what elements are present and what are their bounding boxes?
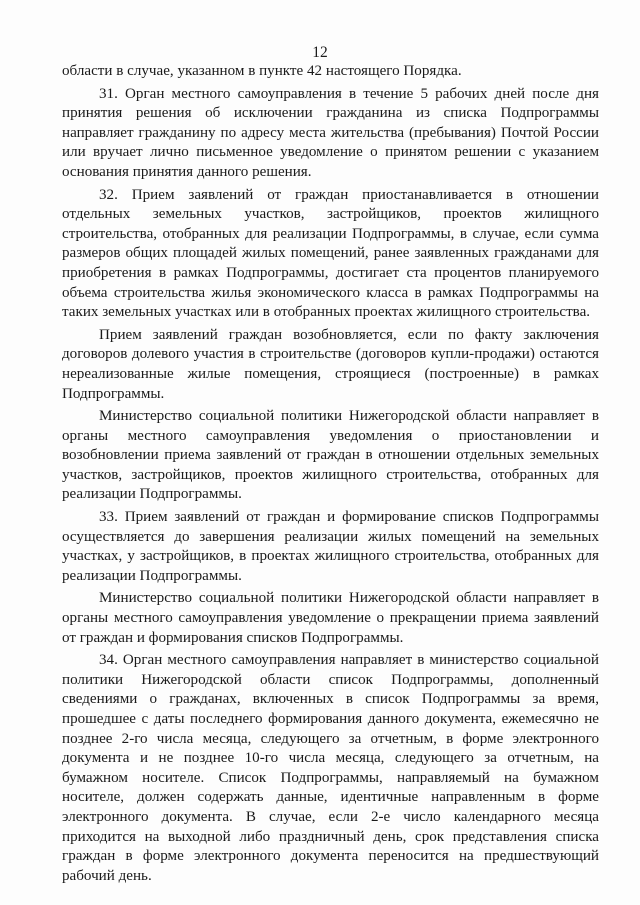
paragraph-item-33: 33. Прием заявлений от граждан и формирование списков Подпрограммы осуществляется до завершения реализации жилых помещений на земельных участках, у застройщиков, в проектах жилищного строительства, отобранных для реализации Подпрограммы.: [62, 509, 599, 584]
paragraph-ministry-notice-termination: Министерство социальной политики Нижегородской области направляет в органы местного самоуправления уведомление о прекращении приема заявлений от граждан и формирования списков Подпрограммы.: [62, 590, 599, 646]
paragraph-ministry-notice-suspension: Министерство социальной политики Нижегородской области направляет в органы местного самоуправления уведомления о приостановлении и возобновлении приема заявлений от граждан в отношении отдельных земельных участков, застройщиков, проектов жилищного строительства, отобранных для реализации Подпрограммы.: [62, 408, 599, 503]
paragraph-item-31: 31. Орган местного самоуправления в течение 5 рабочих дней после дня принятия решения об исключении гражданина из списка Подпрограммы направляет гражданину по адресу места жительства (пребывания) Почтой России или вручает лично письменное уведомление о принятом решении с указанием основания принятия данного решения.: [62, 85, 599, 180]
page-number: 12: [312, 44, 328, 61]
document-body: [62, 62, 599, 889]
paragraph-resumption: Прием заявлений граждан возобновляется, если по факту заключения договоров долевого участия в строительстве (договоров купли-продажи) остаются нереализованные жилые помещения, строящиеся (построенные) в рамках Подпрограммы.: [62, 326, 599, 402]
paragraph-continuation: области в случае, указанном в пункте 42 настоящего Порядка.: [62, 63, 462, 79]
paragraph-item-32: 32. Прием заявлений от граждан приостанавливается в отношении отдельных земельных участков, застройщиков, проектов жилищного строительства, отобранных для реализации Подпрограммы, в случае, если сумма размеров общих площадей жилых помещений, ранее заявленных гражданами для приобретения в рамках Подпрограммы, достигает ста процентов планируемого объема строительства жилья экономического класса в рамках Подпрограммы на таких земельных участках или в отобранных проектах жилищного строительства.: [62, 186, 599, 321]
paragraph-item-34: 34. Орган местного самоуправления направляет в министерство социальной политики Нижегородской области список Подпрограммы, дополненный сведениями о гражданах, включенных в список Подпрограммы за время, прошедшее с даты последнего формирования данного документа, ежемесячно не позднее 2-го числа месяца, следующего за отчетным, в форме электронного документа и не позднее 10-го числа месяца, следующего за отчетным, на бумажном носителе. Список Подпрограммы, направляемый на бумажном носителе, должен содержать данные, идентичные направленным в форме электронного документа. В случае, если 2-е число календарного месяца приходится на выходной либо праздничный день, срок представления списка граждан в форме электронного документа переносится на предшествующий рабочий день.: [62, 652, 599, 884]
